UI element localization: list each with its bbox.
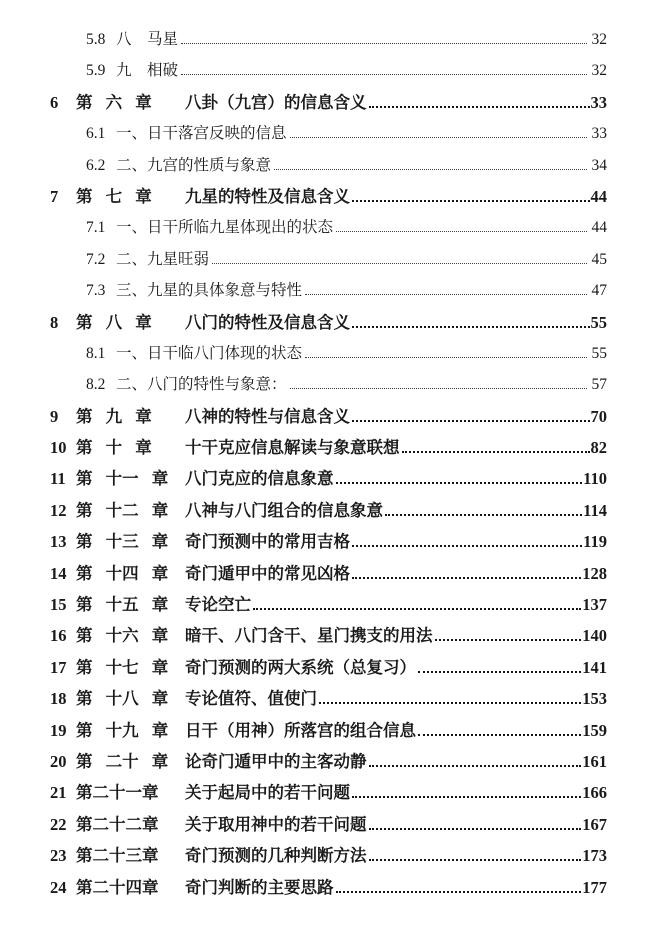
dot-leader [274,169,586,170]
page-number: 137 [582,595,607,615]
toc-sub-row [86,275,607,306]
toc-sub-row [86,55,607,86]
dot-leader [402,451,590,453]
toc-chapter-row [50,589,607,620]
chapter-number: 11 [50,469,66,489]
chapter-title: 日干（用神）所落宫的组合信息 [185,720,416,740]
page-number: 32 [591,31,607,48]
page-number: 33 [590,92,607,112]
dot-leader [352,545,582,547]
section-title: 二、九宫的性质与象意 [116,156,272,174]
chapter-title: 专论值符、值使门 [185,689,317,709]
page-number: 32 [591,62,607,80]
page-number: 141 [582,657,607,677]
chapter-title: 专论空亡 [185,595,251,615]
toc-chapter-row [50,840,607,871]
toc-sub-row [86,244,607,275]
page-number: 45 [591,250,607,268]
toc-sub-row [86,118,607,149]
dot-leader [319,702,581,704]
page-number: 33 [591,125,607,143]
page-number: 119 [583,532,607,552]
chapter-title: 论奇门遁甲中的主客动静 [185,751,367,771]
chapter-title: 关于起局中的若干问题 [185,783,350,803]
page-number: 159 [582,720,607,740]
dot-leader [385,514,582,516]
chapter-number: 19 [50,720,67,740]
dot-leader [352,796,581,798]
dot-leader [369,106,590,108]
chapter-number: 8 [50,312,59,332]
toc-sub-row [86,369,607,400]
chapter-title: 九星的特性及信息含义 [185,186,350,206]
toc-sub-row [86,338,607,369]
chapter-label: 第 十六 章 [76,626,169,646]
chapter-number: 22 [50,814,67,834]
chapter-number: 17 [50,657,67,677]
section-title: 八 马星 [116,31,179,48]
chapter-title: 八神的特性与信息含义 [185,406,350,426]
dot-leader [212,263,586,264]
dot-leader [352,326,590,328]
toc-chapter-row [50,558,607,589]
toc-chapter-row [50,526,607,557]
dot-leader [290,388,587,389]
dot-leader [369,765,582,767]
chapter-label: 第 八 章 [76,312,152,332]
dot-leader [352,420,590,422]
page-number: 161 [582,751,607,771]
chapter-label: 第二十二章 [76,814,159,834]
section-number: 6.1 [86,125,106,143]
section-number: 5.9 [86,62,106,80]
page-number: 44 [591,219,607,237]
dot-leader [181,74,586,75]
page-number: 55 [590,312,607,332]
chapter-number: 7 [50,186,59,206]
section-title: 九 相破 [116,62,179,80]
chapter-title: 奇门判断的主要思路 [185,877,334,897]
toc-chapter-row [50,495,607,526]
page-number: 47 [591,282,607,300]
section-title: 一、日干落宫反映的信息 [116,125,287,143]
page-number: 166 [582,783,607,803]
chapter-title: 十干克应信息解读与象意联想 [185,438,400,458]
chapter-number: 9 [50,406,59,426]
chapter-label: 第 十二 章 [76,500,169,520]
chapter-number: 24 [50,877,67,897]
page-number: 55 [591,344,607,362]
section-number: 7.2 [86,250,106,268]
page-number: 57 [591,376,607,394]
chapter-label: 第 十四 章 [76,563,169,583]
chapter-title: 暗干、八门含干、星门携支的用法 [185,626,433,646]
chapter-label: 第 十 章 [76,438,152,458]
toc-chapter-row [50,715,607,746]
chapter-label: 第 二十 章 [76,751,169,771]
dot-leader [305,357,586,358]
chapter-label: 第 十九 章 [76,720,169,740]
toc-chapter-row [50,809,607,840]
chapter-title: 奇门遁甲中的常见凶格 [185,563,350,583]
dot-leader [352,200,590,202]
section-title: 三、九星的具体象意与特性 [116,282,303,300]
section-title: 二、八门的特性与象意： [116,376,287,394]
chapter-label: 第二十一章 [76,783,159,803]
toc-sub-row [86,212,607,243]
dot-leader [181,43,586,44]
chapter-label: 第 十三 章 [76,532,169,552]
toc-chapter-row [50,620,607,651]
chapter-title: 奇门预测的两大系统（总复习） [185,657,416,677]
dot-leader [305,294,586,295]
chapter-title: 奇门预测中的常用吉格 [185,532,350,552]
chapter-number: 15 [50,595,67,615]
toc-chapter-row [50,777,607,808]
chapter-number: 14 [50,563,67,583]
toc-chapter-row [50,401,607,432]
toc-chapter-row [50,872,607,903]
toc-chapter-row [50,652,607,683]
dot-leader [290,137,587,138]
section-number: 5.8 [86,31,106,48]
toc-chapter-row [50,181,607,212]
dot-leader [418,734,581,736]
chapter-label: 第二十四章 [76,877,159,897]
page-number: 153 [582,689,607,709]
page-number: 34 [591,156,607,174]
section-number: 7.3 [86,282,106,300]
page-number: 167 [582,814,607,834]
page-number: 70 [590,406,607,426]
dot-leader [369,859,582,861]
chapter-label: 第 六 章 [76,92,152,112]
toc-chapter-row [50,307,607,338]
dot-leader [352,577,581,579]
chapter-label: 第 十一 章 [76,469,169,489]
toc-sub-row [86,150,607,181]
toc-chapter-row [50,683,607,714]
page-number: 140 [582,626,607,646]
chapter-number: 12 [50,500,67,520]
page-number: 82 [590,438,607,458]
toc-sub-row [86,24,607,55]
toc-chapter-row [50,463,607,494]
dot-leader [336,891,582,893]
chapter-number: 23 [50,846,67,866]
chapter-number: 13 [50,532,67,552]
chapter-title: 八神与八门组合的信息象意 [185,500,383,520]
dot-leader [418,671,581,673]
chapter-number: 21 [50,783,67,803]
dot-leader [336,231,586,232]
page-number: 114 [583,500,607,520]
dot-leader [435,639,582,641]
chapter-title: 关于取用神中的若干问题 [185,814,367,834]
dot-leader [253,608,581,610]
chapter-title: 八门克应的信息象意 [185,469,334,489]
chapter-label: 第 十八 章 [76,689,169,709]
toc-chapter-row [50,432,607,463]
section-title: 二、九星旺弱 [116,250,210,268]
section-number: 8.2 [86,376,106,394]
chapter-number: 18 [50,689,67,709]
chapter-number: 16 [50,626,67,646]
dot-leader [336,482,583,484]
section-title: 一、日干所临九星体现出的状态 [116,219,334,237]
chapter-title: 八卦（九宫）的信息含义 [185,92,367,112]
toc-chapter-row [50,746,607,777]
page-number: 128 [582,563,607,583]
section-number: 7.1 [86,219,106,237]
chapter-number: 20 [50,751,67,771]
chapter-label: 第 十七 章 [76,657,169,677]
section-number: 8.1 [86,344,106,362]
section-number: 6.2 [86,156,106,174]
dot-leader [369,828,582,830]
chapter-title: 奇门预测的几种判断方法 [185,846,367,866]
toc-chapter-row [50,87,607,118]
page-number: 173 [582,846,607,866]
chapter-number: 6 [50,92,59,112]
chapter-title: 八门的特性及信息含义 [185,312,350,332]
page-number: 110 [583,469,607,489]
chapter-label: 第 七 章 [76,186,152,206]
section-title: 一、日干临八门体现的状态 [116,344,303,362]
chapter-label: 第 十五 章 [76,595,169,615]
chapter-label: 第 九 章 [76,406,152,426]
chapter-number: 10 [50,438,67,458]
page-number: 44 [590,186,607,206]
page-number: 177 [582,877,607,897]
chapter-label: 第二十三章 [76,846,159,866]
